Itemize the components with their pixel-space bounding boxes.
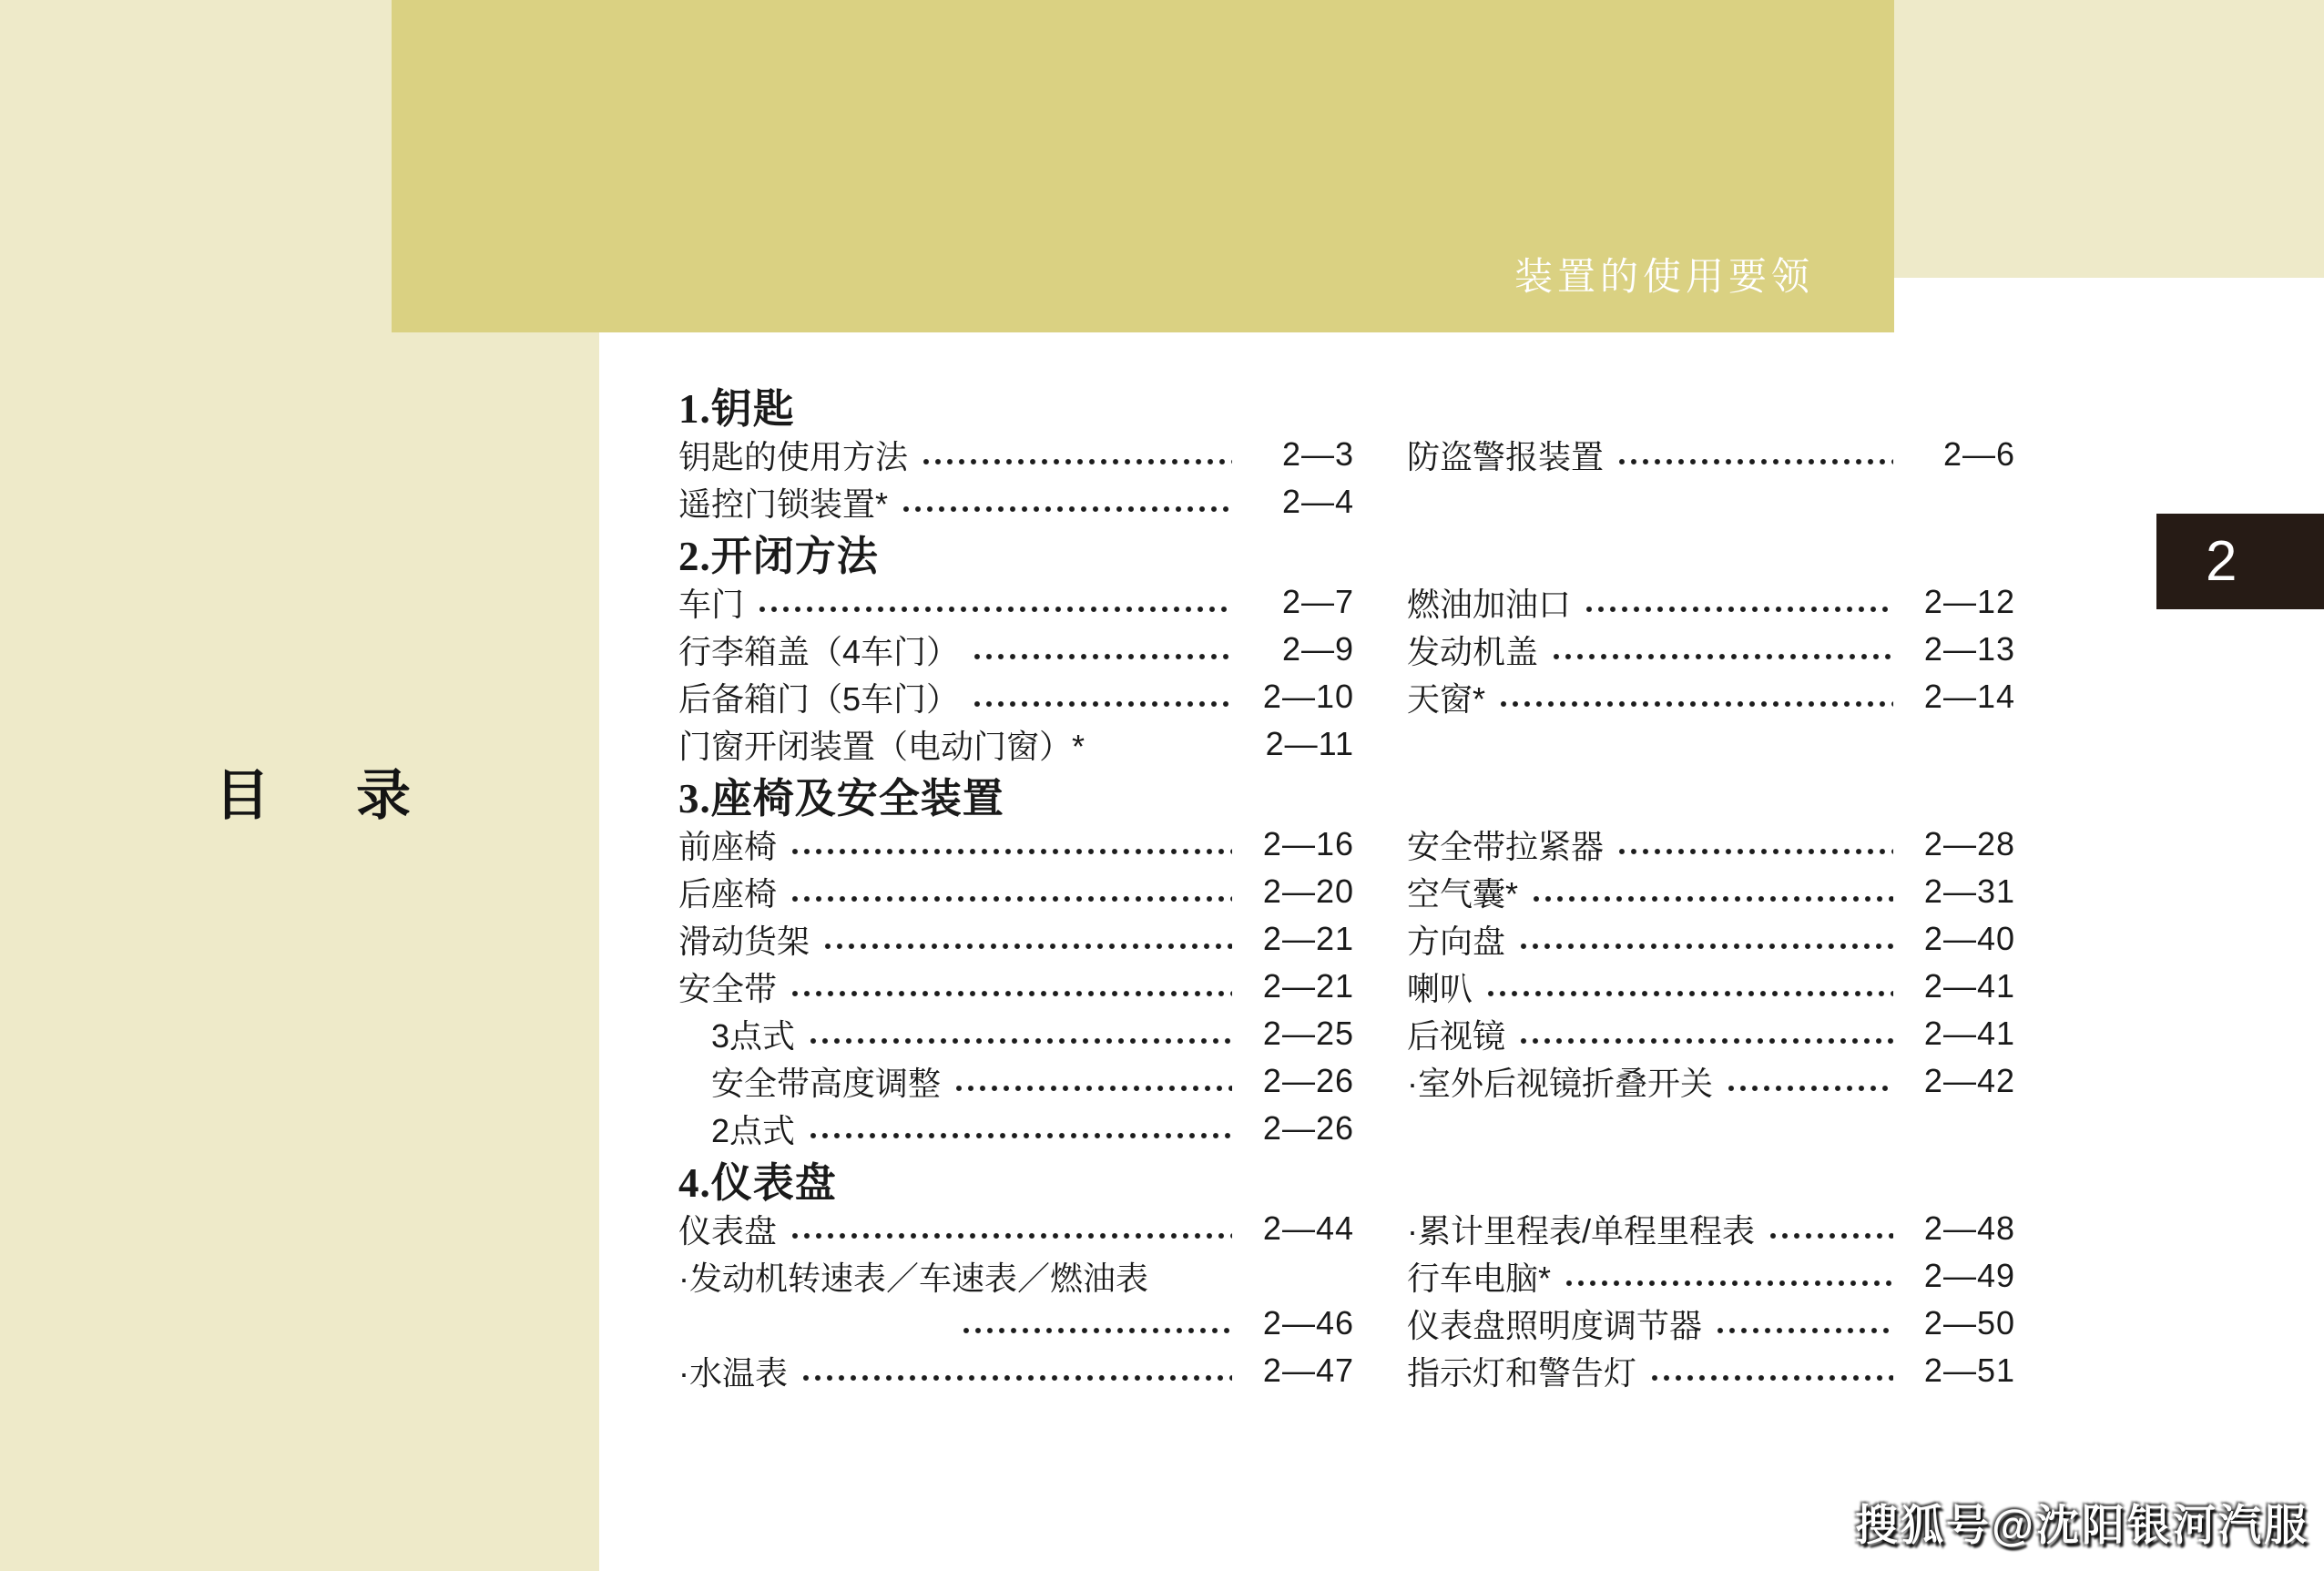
toc-entry-label: 安全带拉紧器: [1407, 827, 1605, 865]
toc-entry-page-number: 2—48: [1923, 1209, 2015, 1247]
toc-entry-label: 空气囊*: [1407, 874, 1519, 913]
toc-entry-row: [678, 1252, 1354, 1300]
chapter-banner-title: 装置的使用要领: [1514, 255, 1814, 298]
dotted-leader: [1099, 748, 1232, 755]
toc-entry-page-number: 2—26: [1262, 1109, 1354, 1147]
dotted-leader: [1520, 943, 1893, 950]
toc-spacer: [1407, 768, 2015, 821]
dotted-leader: [1553, 653, 1893, 660]
dotted-leader: [810, 1132, 1232, 1139]
chapter-number-badge: [2156, 514, 2324, 609]
toc-entry-page-number: 2—31: [1923, 872, 2015, 910]
toc-entry-label: 车门: [678, 585, 745, 623]
toc-entry-row: [678, 821, 1354, 868]
toc-entry-page-number: 2—26: [1262, 1062, 1354, 1099]
toc-entry-page-number: 2—41: [1923, 1015, 2015, 1052]
toc-section-heading: 2.开闭方法: [678, 533, 879, 579]
toc-entry-row: [678, 1057, 1354, 1105]
toc-entry-row: [1407, 431, 2015, 478]
toc-entry-page-number: 2—10: [1262, 678, 1354, 715]
toc-entry-row: [1407, 578, 2015, 626]
dotted-leader: [1163, 1280, 1232, 1287]
toc-entry-page-number: 2—41: [1923, 967, 2015, 1005]
toc-entry-label: 行李箱盖（4车门）: [678, 632, 960, 670]
toc-entry-label: 行车电脑*: [1407, 1259, 1552, 1297]
toc-entry-label: 指示灯和警告灯: [1407, 1353, 1637, 1392]
dotted-leader: [1585, 606, 1893, 613]
toc-entry-row: [678, 1205, 1354, 1252]
toc-spacer: [1407, 720, 2015, 768]
toc-spacer: [1407, 478, 2015, 525]
toc-entry-row: [678, 431, 1354, 478]
dotted-leader: [1520, 1037, 1893, 1045]
toc-entry-row: [1407, 915, 2015, 963]
toc-entry-row: [678, 720, 1354, 768]
toc-entry-row: [678, 963, 1354, 1010]
toc-entry-label: 后视镜: [1407, 1016, 1506, 1055]
dotted-leader: [902, 505, 1232, 513]
toc-entry-page-number: 2—4: [1281, 483, 1354, 520]
toc-entry-page-number: 2—20: [1262, 872, 1354, 910]
toc-entry-page-number: 2—44: [1262, 1209, 1354, 1247]
toc-entry-label: ·室外后视镜折叠开关: [1407, 1064, 1713, 1102]
toc-entry-page-number: 2—47: [1262, 1352, 1354, 1389]
toc-entry-label: ·水温表: [678, 1353, 788, 1392]
toc-entry-label: 安全带高度调整: [711, 1064, 942, 1102]
toc-entry-row: [1407, 821, 2015, 868]
toc-entry-row: [1407, 868, 2015, 915]
dotted-leader: [791, 848, 1232, 855]
toc-entry-row: [1407, 1347, 2015, 1394]
dotted-leader: [1500, 700, 1893, 708]
toc-entry-page-number: 2—51: [1923, 1352, 2015, 1389]
toc-page-title: 目 录: [215, 766, 413, 826]
dotted-leader: [1565, 1280, 1893, 1287]
dotted-leader: [1618, 458, 1893, 465]
dotted-leader: [973, 653, 1232, 660]
dotted-leader: [791, 990, 1232, 997]
toc-entry-page-number: 2—21: [1262, 967, 1354, 1005]
toc-entry-row: [678, 1105, 1354, 1152]
toc-entry-label: 仪表盘照明度调节器: [1407, 1306, 1703, 1344]
toc-entry-page-number: 2—46: [1262, 1304, 1354, 1341]
dotted-leader: [1618, 848, 1893, 855]
toc-spacer: [1407, 525, 2015, 578]
toc-entry-page-number: 2—40: [1923, 920, 2015, 957]
watermark-text: 搜狐号@沈阳银河汽服: [1855, 1501, 2309, 1549]
dotted-leader: [1717, 1327, 1893, 1334]
dotted-leader: [802, 1374, 1232, 1382]
toc-entry-row: [678, 478, 1354, 525]
dotted-leader: [1769, 1232, 1893, 1239]
toc-right-column: [1407, 378, 2015, 1394]
toc-entry-row: [1407, 1252, 2015, 1300]
toc-entry-row: [678, 578, 1354, 626]
toc-entry-row: [1407, 673, 2015, 720]
toc-entry-label: 前座椅: [678, 827, 778, 865]
dotted-leader: [824, 943, 1232, 950]
toc-entry-label: 后备箱门（5车门）: [678, 679, 960, 718]
toc-entry-page-number: 2—12: [1923, 583, 2015, 620]
toc-entry-page-number: 2—28: [1923, 825, 2015, 862]
toc-entry-page-number: 2—13: [1923, 630, 2015, 668]
toc-entry-row: [1407, 626, 2015, 673]
toc-entry-label: 发动机盖: [1407, 632, 1539, 670]
toc-entry-label: 遥控门锁装置*: [678, 485, 889, 523]
toc-entry-page-number: 2—16: [1262, 825, 1354, 862]
toc-entry-label: 2点式: [711, 1111, 796, 1149]
toc-entry-label: ·发动机转速表／车速表／燃油表: [678, 1259, 1148, 1297]
toc-spacer: [1407, 378, 2015, 431]
toc-entry-row: [678, 626, 1354, 673]
dotted-leader: [1651, 1374, 1893, 1382]
toc-entry-row: [1407, 1300, 2015, 1347]
toc-entry-row: [678, 1300, 1354, 1347]
toc-entry-label: 喇叭: [1407, 969, 1473, 1007]
toc-entry-row: [678, 915, 1354, 963]
toc-entry-label: 后座椅: [678, 874, 778, 913]
toc-entry-label: 安全带: [678, 969, 778, 1007]
toc-entry-label: ·累计里程表/单程里程表: [1407, 1211, 1755, 1250]
toc-entry-row: [678, 868, 1354, 915]
toc-entry-page-number: 2—14: [1923, 678, 2015, 715]
dotted-leader: [973, 700, 1232, 708]
toc-entry-label: 3点式: [711, 1016, 796, 1055]
toc-entry-label: 防盗警报装置: [1407, 437, 1605, 475]
dotted-leader: [791, 895, 1232, 903]
toc-entry-label: 钥匙的使用方法: [678, 437, 909, 475]
toc-entry-row: [1407, 1057, 2015, 1105]
toc-section-heading: 1.钥匙: [678, 385, 795, 432]
toc-entry-row: [678, 673, 1354, 720]
toc-entry-label: 仪表盘: [678, 1211, 778, 1250]
dotted-leader: [963, 1327, 1232, 1334]
toc-entry-page-number: 2—25: [1262, 1015, 1354, 1052]
toc-entry-row: [1407, 1010, 2015, 1057]
toc-entry-label: 滑动货架: [678, 922, 810, 960]
toc-entry-row: [678, 1010, 1354, 1057]
dotted-leader: [922, 458, 1232, 465]
toc-section-heading: 3.座椅及安全装置: [678, 775, 1004, 821]
toc-entry-page-number: 2—50: [1923, 1304, 2015, 1341]
toc-entry-page-number: 2—42: [1923, 1062, 2015, 1099]
toc-entry-row: [1407, 1205, 2015, 1252]
toc-entry-page-number: 2—11: [1265, 725, 1354, 762]
chapter-banner: [392, 0, 1894, 332]
dotted-leader: [1487, 990, 1893, 997]
toc-spacer: [1407, 1105, 2015, 1152]
dotted-leader: [955, 1085, 1232, 1092]
toc-entry-label: 门窗开闭装置（电动门窗）*: [678, 727, 1086, 765]
dotted-leader: [810, 1037, 1232, 1045]
toc-section-heading: 4.仪表盘: [678, 1159, 837, 1206]
dotted-leader: [1728, 1085, 1893, 1092]
dotted-leader: [791, 1232, 1232, 1239]
toc-entry-page-number: 2—3: [1281, 435, 1354, 473]
toc-entry-label: 燃油加油口: [1407, 585, 1572, 623]
chapter-number: 2: [2206, 530, 2237, 593]
toc-entry-page-number: 2—21: [1262, 920, 1354, 957]
dotted-leader: [1533, 895, 1893, 903]
toc-left-column: [678, 378, 1354, 1394]
toc-entry-row: [678, 1347, 1354, 1394]
toc-entry-page-number: 2—7: [1281, 583, 1354, 620]
toc-entry-label: 方向盘: [1407, 922, 1506, 960]
dotted-leader: [759, 606, 1232, 613]
toc-entry-label: 天窗*: [1407, 679, 1486, 718]
toc-entry-page-number: 2—49: [1923, 1257, 2015, 1294]
toc-spacer: [1407, 1152, 2015, 1205]
toc-entry-row: [1407, 963, 2015, 1010]
toc-entry-page-number: 2—6: [1942, 435, 2015, 473]
toc-entry-page-number: 2—9: [1281, 630, 1354, 668]
